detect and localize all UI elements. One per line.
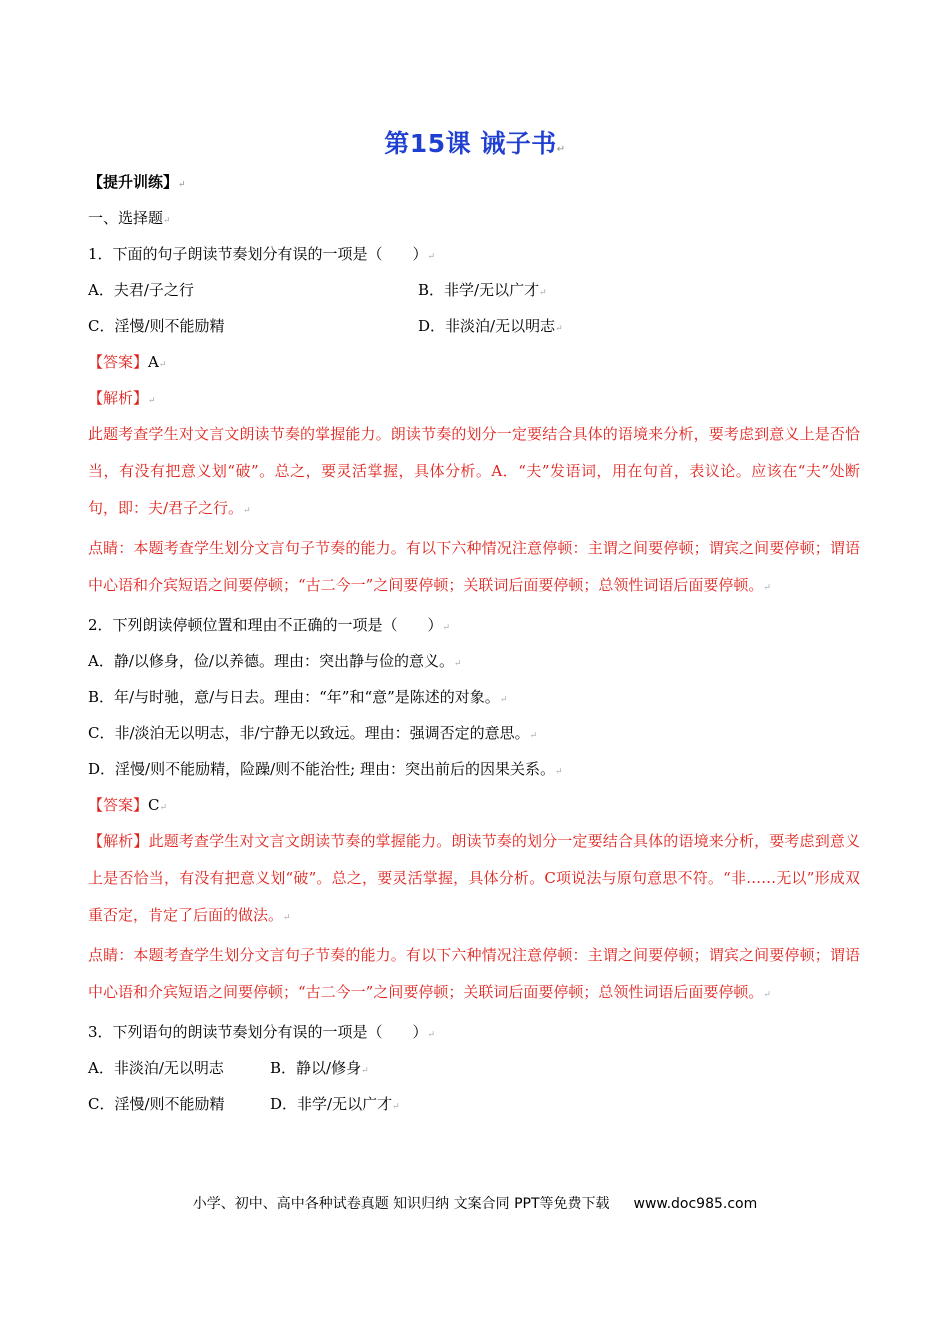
question-3-options-row-2: C．淫慢/则不能励精 D．非学/无以广才↵ bbox=[88, 1086, 860, 1122]
question-2-answer: 【答案】C↵ bbox=[88, 796, 168, 814]
question-2-option-d: D．淫慢/则不能励精，险躁/则不能治性; 理由：突出前后的因果关系。↵ bbox=[88, 760, 563, 778]
page-footer bbox=[0, 1193, 950, 1213]
question-2-option-c: C．非/淡泊无以明志，非/宁静无以致远。理由：强调否定的意思。↵ bbox=[88, 724, 538, 742]
question-3-option-b: B．静以/修身 bbox=[270, 1059, 362, 1077]
question-1-options-row-2 bbox=[88, 308, 860, 344]
question-3-options-row-1: A．非淡泊/无以明志 B．静以/修身↵ bbox=[88, 1050, 860, 1086]
document-body bbox=[88, 164, 860, 1122]
question-1-tip: 点睛：本题考查学生划分文言句子节奏的能力。有以下六种情况注意停顿：主谓之间要停顿；谓宾之间要停顿；谓语中心语和介宾短语之间要停顿；“古二今一”之间要停顿；关联词后面要停顿；总领性词语后面要停顿。↵ bbox=[88, 539, 860, 594]
question-1-options-row-1 bbox=[88, 272, 860, 308]
question-1-option-a: A．夫君/子之行 bbox=[88, 281, 194, 299]
footer-text: 小学、初中、高中各种试卷真题 知识归纳 文案合同 PPT等免费下载 bbox=[192, 1196, 610, 1212]
question-2-analysis: 【解析】此题考查学生对文言文朗读节奏的掌握能力。朗读节奏的划分一定要结合具体的语境来分析，要考虑到意义上是否恰当，有没有把意义划“破”。总之，要灵活掌握，具体分析。C项说法与原句意思不符。“非……无以”形成双重否定，肯定了后面的做法。↵ bbox=[88, 832, 860, 924]
question-1-analysis: 此题考查学生对文言文朗读节奏的掌握能力。朗读节奏的划分一定要结合具体的语境来分析，要考虑到意义上是否恰当，有没有把意义划“破”。总之，要灵活掌握，具体分析。A．“夫”发语词，用在句首，表议论。应该在“夫”处断句，即：夫/君子之行。↵ bbox=[88, 425, 860, 517]
question-1-option-c: C．淫慢/则不能励精 bbox=[88, 317, 225, 335]
question-1-answer: 【答案】A↵ bbox=[88, 353, 167, 371]
question-1-option-b: B．非学/无以广才↵ bbox=[418, 281, 547, 299]
question-1-option-d: D．非淡泊/无以明志↵ bbox=[418, 317, 563, 335]
question-2-stem: 2．下列朗读停顿位置和理由不正确的一项是（ ）↵ bbox=[88, 616, 451, 634]
section-heading: 【提升训练】↵ bbox=[88, 173, 186, 191]
question-1-stem: 1．下面的句子朗读节奏划分有误的一项是（ ）↵ bbox=[88, 245, 436, 263]
question-3-option-a: A．非淡泊/无以明志 bbox=[88, 1059, 224, 1077]
question-3-option-d: D．非学/无以广才 bbox=[270, 1095, 393, 1113]
question-1-analysis-label: 【解析】↵ bbox=[88, 389, 156, 407]
question-2-tip: 点睛：本题考查学生划分文言句子节奏的能力。有以下六种情况注意停顿：主谓之间要停顿；谓宾之间要停顿；谓语中心语和介宾短语之间要停顿；“古二今一”之间要停顿；关联词后面要停顿；总领性词语后面要停顿。↵ bbox=[88, 946, 860, 1001]
section-type: 一、选择题↵ bbox=[88, 209, 171, 227]
question-2-option-b: B．年/与时驰，意/与日去。理由：“年”和“意”是陈述的对象。↵ bbox=[88, 688, 508, 706]
question-3-stem: 3．下列语句的朗读节奏划分有误的一项是（ ）↵ bbox=[88, 1023, 436, 1041]
question-2-option-a: A．静/以修身，俭/以养德。理由：突出静与俭的意义。↵ bbox=[88, 652, 462, 670]
page-title: 第15课 诫子书↵ bbox=[384, 129, 566, 158]
question-3-option-c: C．淫慢/则不能励精 bbox=[88, 1095, 225, 1113]
footer-url[interactable]: www.doc985.com bbox=[633, 1196, 758, 1212]
